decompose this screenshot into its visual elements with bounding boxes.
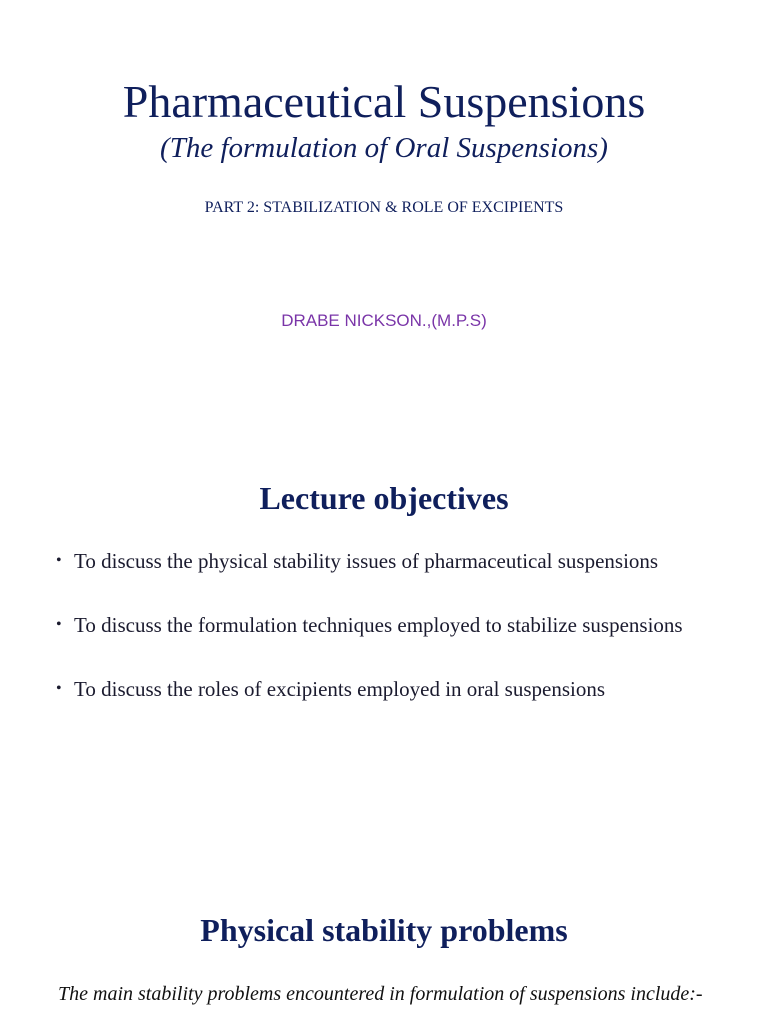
objective-text: To discuss the roles of excipients employed in oral suspensions bbox=[74, 677, 606, 701]
presentation-subtitle: (The formulation of Oral Suspensions) bbox=[160, 132, 608, 164]
objective-item bbox=[56, 610, 748, 674]
part-label: PART 2: STABILIZATION & ROLE OF EXCIPIENTS bbox=[204, 199, 564, 216]
objectives-slide bbox=[0, 430, 768, 860]
objective-item bbox=[56, 674, 748, 738]
objective-text: To discuss the formulation techniques employed to stabilize suspensions bbox=[74, 613, 683, 637]
objective-text: To discuss the physical stability issues of pharmaceutical suspensions bbox=[74, 549, 659, 573]
objectives-heading: Lecture objectives bbox=[259, 480, 509, 516]
stability-heading: Physical stability problems bbox=[200, 912, 568, 948]
stability-problems-slide bbox=[0, 860, 768, 1024]
title-slide bbox=[0, 0, 768, 430]
author-name: DRABE NICKSON.,(M.P.S) bbox=[281, 311, 487, 330]
stability-intro-text: The main stability problems encountered in formulation of suspensions include:- bbox=[58, 983, 703, 1005]
objectives-list bbox=[56, 546, 748, 738]
objective-item bbox=[56, 546, 748, 610]
bullet-icon: • bbox=[56, 552, 62, 569]
bullet-icon: • bbox=[56, 616, 62, 633]
bullet-icon: • bbox=[56, 680, 62, 697]
presentation-title: Pharmaceutical Suspensions bbox=[122, 76, 646, 127]
